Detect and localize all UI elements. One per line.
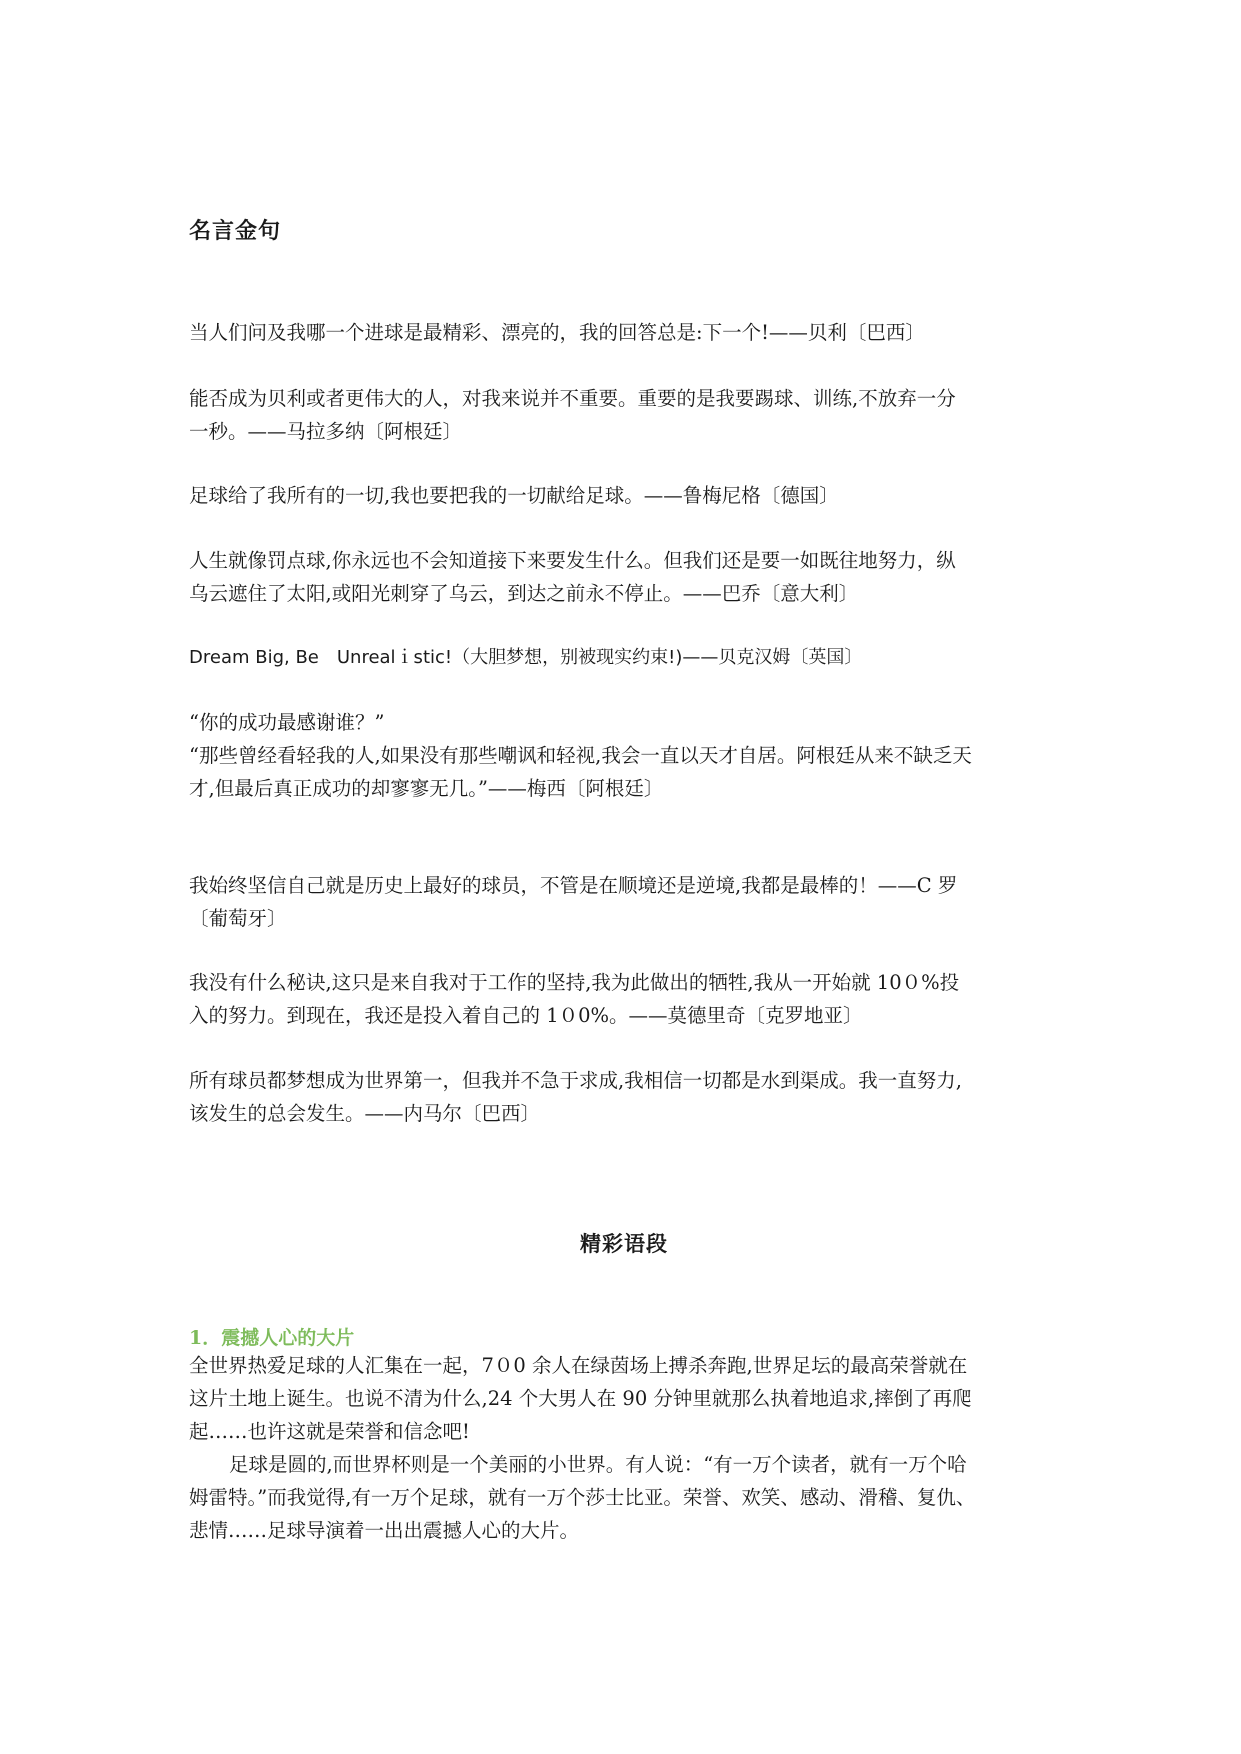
- paragraph-line: 悲情……足球导演着一出出震撼人心的大片。: [189, 1519, 580, 1542]
- paragraph-line: 足球是圆的,而世界杯则是一个美丽的小世界。有人说：“有一万个读者，就有一万个哈: [229, 1453, 967, 1476]
- quote-line: “你的成功最感谢谁？”: [189, 711, 385, 734]
- quote-cristiano-ronaldo: [189, 869, 1059, 935]
- quote-messi: [189, 706, 1059, 805]
- paragraph-line: 姆雷特。”而我觉得,有一万个足球，就有一万个莎士比亚。荣誉、欢笑、感动、滑稽、复仇、: [189, 1486, 976, 1509]
- quote-line: 该发生的总会发生。——内马尔〔巴西〕: [189, 1102, 541, 1125]
- quote-line: 入的努力。到现在，我还是投入着自己的 1０0%。——莫德里奇〔克罗地亚〕: [189, 1004, 863, 1027]
- quote-line: 我没有什么秘诀,这只是来自我对于工作的坚持,我为此做出的牺牲,我从一开始就 10０%投: [189, 971, 960, 994]
- paragraph-2: [189, 1448, 1059, 1547]
- quote-line: 能否成为贝利或者更伟大的人，对我来说并不重要。重要的是我要踢球、训练,不放弃一分: [189, 387, 956, 410]
- quote-line: Dream Big, Be Unrealｉstic!（大胆梦想，别被现实约束!)——贝克汉姆〔英国〕: [189, 647, 863, 668]
- quote-line: 一秒。——马拉多纳〔阿根廷〕: [189, 420, 463, 443]
- subsection-title: 1．震撼人心的大片: [189, 1327, 355, 1349]
- quote-beckham: [189, 641, 1059, 674]
- quote-rummenigge: [189, 479, 1059, 512]
- quote-line: “那些曾经看轻我的人,如果没有那些嘲讽和轻视,我会一直以天才自居。阿根廷从来不缺乏天: [189, 744, 972, 767]
- paragraph-line: 这片土地上诞生。也说不清为什么,24 个大男人在 90 分钟里就那么执着地追求,摔倒了再爬: [189, 1387, 972, 1410]
- quote-line: 乌云遮住了太阳,或阳光刺穿了乌云，到达之前永不停止。——巴乔〔意大利〕: [189, 582, 859, 605]
- quote-line: 足球给了我所有的一切,我也要把我的一切献给足球。——鲁梅尼格〔德国〕: [189, 484, 839, 507]
- quote-pele: [189, 316, 1059, 349]
- quote-line: 才,但最后真正成功的却寥寥无几。”——梅西〔阿根廷〕: [189, 777, 664, 800]
- quote-line: 人生就像罚点球,你永远也不会知道接下来要发生什么。但我们还是要一如既往地努力，纵: [189, 549, 956, 572]
- section-title-quotes: 名言金句: [189, 219, 282, 244]
- quote-baggio: [189, 544, 1059, 610]
- document-page: [189, 0, 1059, 1754]
- quote-line: 〔葡萄牙〕: [189, 907, 287, 930]
- paragraph-line: 起……也许这就是荣誉和信念吧!: [189, 1420, 470, 1443]
- quote-modric: [189, 966, 1059, 1032]
- quote-maradona: [189, 382, 1059, 448]
- section-title-passages: 精彩语段: [580, 1232, 668, 1256]
- paragraph-1: [189, 1349, 1059, 1448]
- quote-line: 所有球员都梦想成为世界第一，但我并不急于求成,我相信一切都是水到渠成。我一直努力,: [189, 1069, 962, 1092]
- quote-line: 当人们问及我哪一个进球是最精彩、漂亮的，我的回答总是:下一个!——贝利〔巴西〕: [189, 321, 925, 344]
- quote-line: 我始终坚信自己就是历史上最好的球员，不管是在顺境还是逆境,我都是最棒的！——C 罗: [189, 874, 958, 897]
- quote-neymar: [189, 1064, 1059, 1130]
- paragraph-line: 全世界热爱足球的人汇集在一起，7０0 余人在绿茵场上搏杀奔跑,世界足坛的最高荣誉就在: [189, 1354, 968, 1377]
